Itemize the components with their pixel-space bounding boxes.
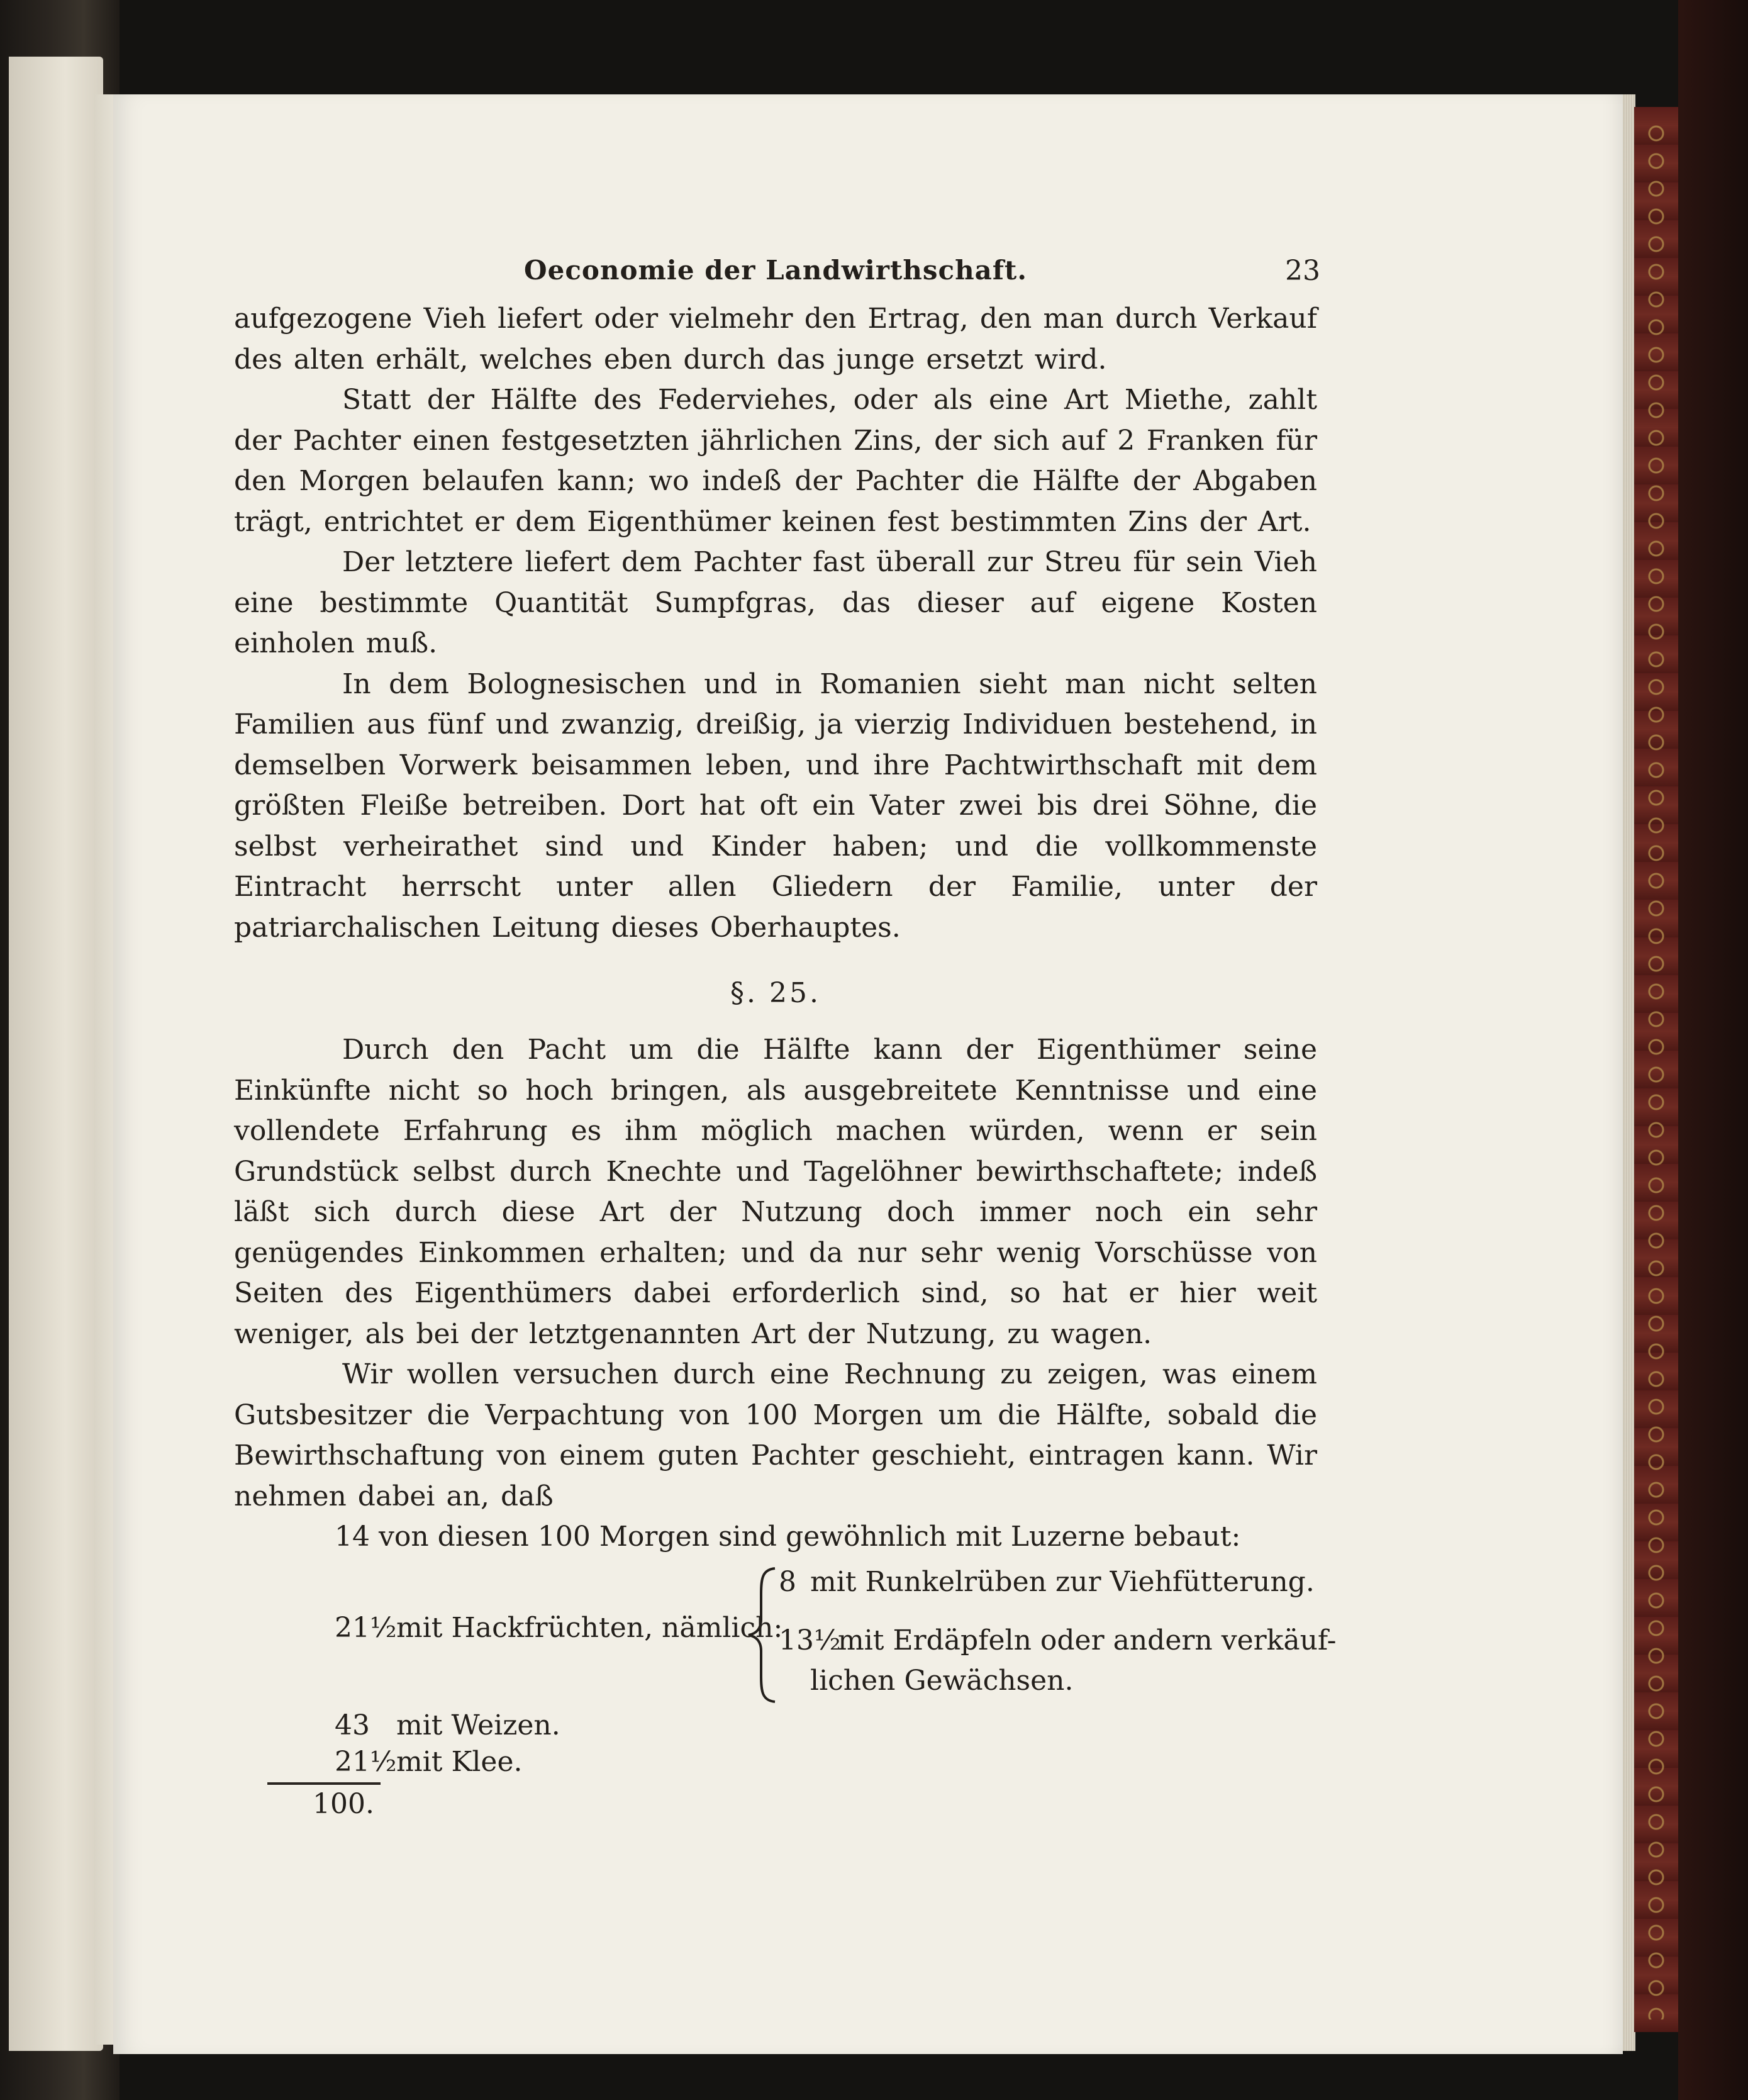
weizen-label: mit Weizen. xyxy=(396,1709,560,1741)
hack-amount: 21½ xyxy=(335,1612,397,1644)
runkel-label: mit Runkelrüben zur Viehfütterung. xyxy=(810,1566,1315,1598)
paragraph: Wir wollen versuchen durch eine Rechnung zu zeigen, was einem Gutsbesitzer die Verpachtung von 100 Morgen um die Hälfte, sobald die Bewirthschaftung von einem guten Pachter geschieht, eintragen kann. Wir nehmen dabei an, daß xyxy=(234,1358,1317,1512)
paragraph: Der letztere liefert dem Pachter fast überall zur Streu für sein Vieh eine bestimmte Quantität Sumpfgras, das dieser auf eigene Kosten einholen muß. xyxy=(234,546,1317,659)
erd-amount: 13½ xyxy=(779,1624,841,1656)
paragraph: Durch den Pacht um die Hälfte kann der Eigenthümer seine Einkünfte nicht so hoch bringen, als ausgebreitete Kenntnisse und eine vollendete Erfahrung es ihm möglich machen würden, wenn er sein Grundstück selbst durch Knechte und Tagelöhner bewirthschaftete; indeß läßt sich durch diese Art der Nutzung doch immer noch ein sehr genügendes Einkommen erhalten; und da nur sehr wenig Vorschüsse von Seiten des Eigenthümers dabei erforderlich sind, so hat er hier weit weniger, als bei der letztgenannten Art der Nutzung, zu wagen. xyxy=(234,1034,1317,1350)
luzerne-line: 14 von diesen 100 Morgen sind gewöhnlich mit Luzerne bebaut: xyxy=(335,1521,1241,1553)
section-heading: §. 25. xyxy=(730,977,821,1009)
paragraph: In dem Bolognesischen und in Romanien sieht man nicht selten Familien aus fünf und zwanzig, dreißig, ja vierzig Individuen bestehend, in demselben Vorwerk beisammen leben, und ihre Pachtwirthschaft mit dem größten Fleiße betreiben. Dort hat oft ein Vater zwei bis drei Söhne, die selbst verheirathet sind und Kinder haben; und die vollkommenste Eintracht herrscht unter allen Gliedern der Familie, unter der patriarchalischen Leitung dieses Oberhauptes. xyxy=(234,667,1317,944)
curly-brace-icon xyxy=(743,1566,781,1704)
runkel-amount: 8 xyxy=(779,1566,796,1598)
hack-label: mit Hackfrüchten, nämlich: xyxy=(396,1612,783,1644)
dark-background xyxy=(1678,0,1748,2100)
total-sum: 100. xyxy=(313,1788,374,1820)
running-title: Oeconomie der Landwirthschaft. xyxy=(524,255,1027,286)
page-text-block xyxy=(234,255,1337,1820)
paragraph: aufgezogene Vieh liefert oder vielmehr den Ertrag, den man durch Verkauf des alten erhält, welches eben durch das junge ersetzt wird. xyxy=(234,303,1317,376)
paragraph: Statt der Hälfte des Federviehes, oder als eine Art Miethe, zahlt der Pachter einen festgesetzten jährlichen Zins, der sich auf 2 Franken für den Morgen belaufen kann; wo indeß der Pachter die Hälfte der Abgaben trägt, entrichtet er dem Eigenthümer keinen fest bestimmten Zins der Art. xyxy=(234,384,1317,538)
right-page-edges xyxy=(1623,94,1635,2051)
gold-tooling-ornament xyxy=(1647,120,1666,2019)
erd-label: mit Erdäpfeln oder andern verkäuf- xyxy=(838,1624,1337,1656)
main-body xyxy=(234,299,1337,1820)
klee-amount: 21½ xyxy=(335,1746,397,1778)
acreage-calculation xyxy=(234,1517,1337,1820)
running-header xyxy=(234,255,1320,299)
left-page-edge xyxy=(9,57,103,2051)
page-number: 23 xyxy=(1285,255,1320,287)
erd-label-continued: lichen Gewächsen. xyxy=(810,1665,1074,1697)
klee-label: mit Klee. xyxy=(396,1746,523,1778)
weizen-amount: 43 xyxy=(335,1709,370,1741)
